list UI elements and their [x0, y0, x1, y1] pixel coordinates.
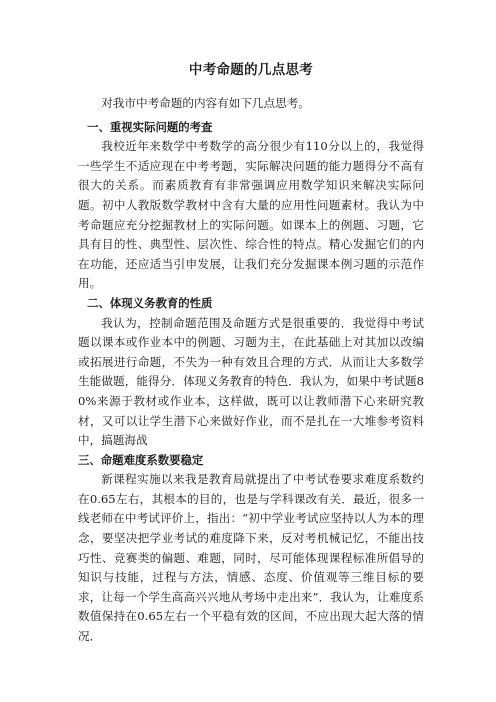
section-2-heading: 二、体现义务教育的性质 [87, 295, 213, 310]
intro-paragraph: 对我市中考命题的内容有如下几点思考。 [101, 96, 310, 110]
section-2-body: 我认为，控制命题范围及命题方式是很重要的．我觉得中考试题以课本或作业本中的例题、习题为主，在此基础上对其加以改编或拓展进行命题，不失为一种有效且合理的方式．从而让大多数学生能做题，能得分．体现义务教育的特色．我认为，如果中考试题80%来源于教材或作业本，这样做，既可以让教师潜下心来研究教材，又可以让学生潜下心来做好作业，而不是扎在一大堆参考资料中，搞题海战 [78, 315, 424, 448]
section-1-body: 我校近年来数学中考数学的高分很少有110分以上的，我觉得一些学生不适应现在中考考题，实际解决问题的能力题得分不高有很大的关系。而素质教育有非常强调应用数学知识来解决实际问题。初中人教版数学教材中含有大量的应用性问题素材。我认为中考命题应充分挖掘教材上的实际问题。如课本上的例题、习题，它具有目的性、典型性、层次性、综合性的特点。精心发掘它们的内在功能，还应适当引申发展，让我们充分发掘课本例习题的示范作用。 [78, 139, 424, 291]
document-title: 中考命题的几点思考 [188, 62, 314, 78]
section-1-heading: 一、重视实际问题的考查 [87, 119, 213, 134]
document-page [78, 60, 424, 647]
section-3-heading: 三、命题难度系数要稳定 [78, 452, 204, 467]
section-3-body: 新课程实施以来我是教育局就提出了中考试卷要求难度系数约在0.65左右，其根本的目的，也是与学科课改有关．最近，很多一线老师在中考试评价上，指出：“初中学业考试应坚持以人为本的理念，要坚决把学业考试的难度降下来，反对考机械记忆，不能出技巧性、竞赛类的偏题、难题，同时，尽可能体现课程标准所倡导的知识与技能，过程与方法，情感、态度、价值观等三维目标的要求，让每一个学生高高兴兴地从考场中走出来”．我认为，让难度系数值保持在0.65左右一个平稳有效的区间，不应出现大起大落的情况． [78, 472, 424, 644]
